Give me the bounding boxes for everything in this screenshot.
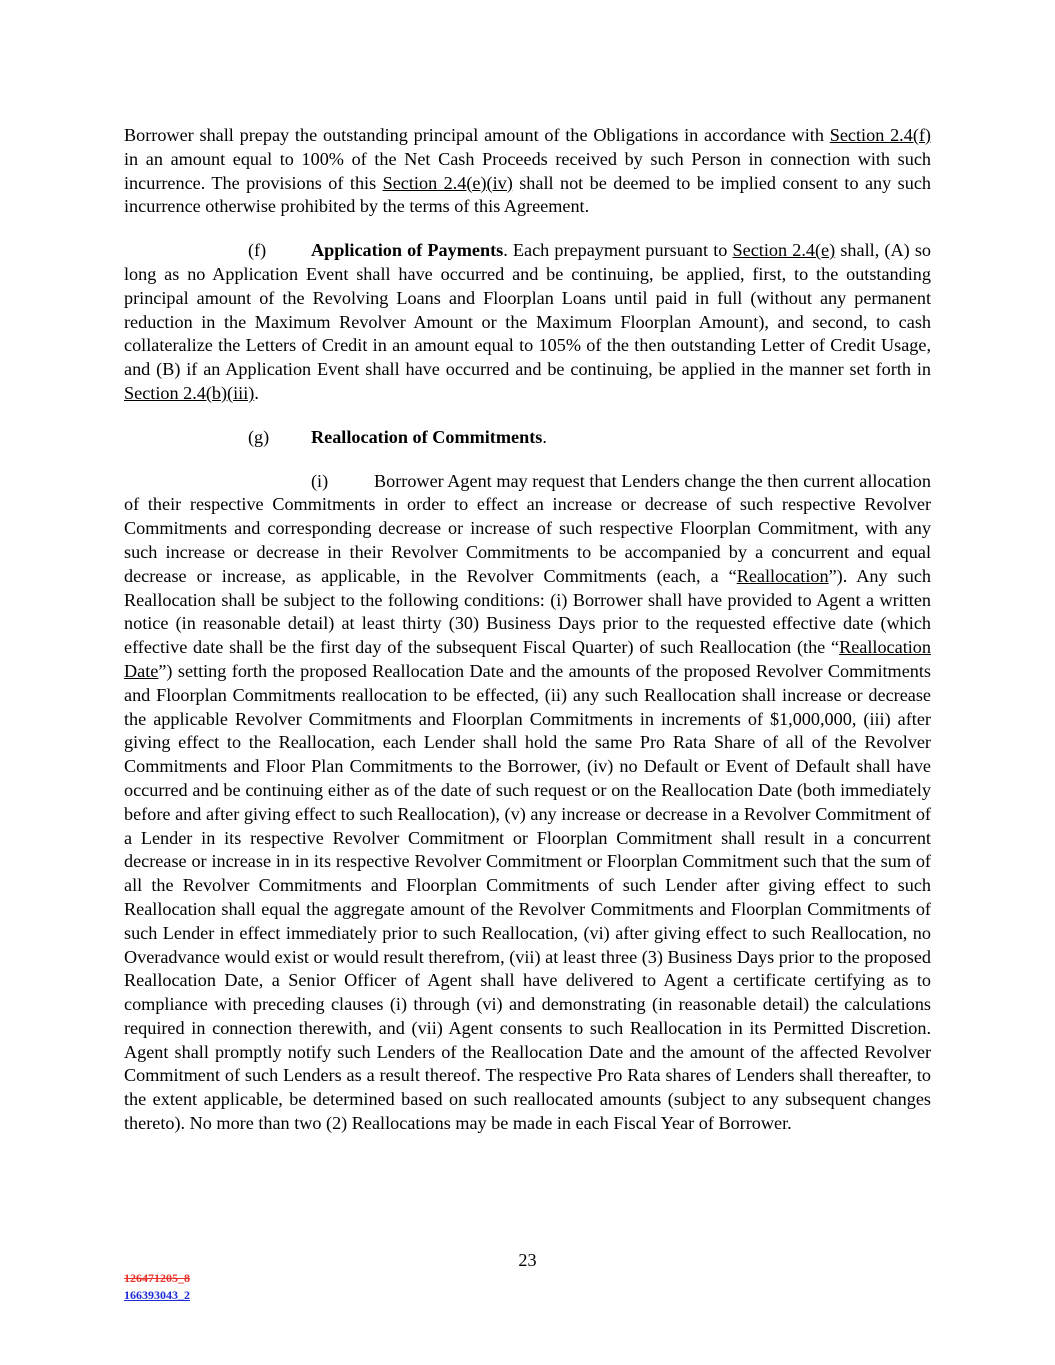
clause-heading: Reallocation of Commitments	[311, 426, 543, 447]
section-reference: Section 2.4(f)	[829, 125, 931, 145]
subclause-number: (i)	[311, 470, 329, 491]
section-reference: Section 2.4(e)	[732, 240, 836, 261]
clause-number: (g)	[248, 426, 270, 447]
paragraph-f: (f) Application of Payments. Each prepayment pursuant to Section 2.4(e) shall, (A) so long as no Application Event shall have occurred and be continuing, be applied, first, to the outstanding principal amount of the Revolving Loans and Floorplan Loans until paid in full (without any permanent reduction in the Maximum Revolver Amount or the Maximum Floorplan Amount), and second, to cash collateralize the Letters of Credit in an amount equal to 105% of the then outstanding Letter of Credit Usage, and (B) if an Application Event shall have occurred and be continuing, be applied in the manner set forth in Section 2.4(b)(iii).	[124, 240, 931, 403]
paragraph-g: (g) Reallocation of Commitments.	[124, 426, 931, 450]
page-number: 23	[518, 1250, 537, 1270]
document-body	[124, 124, 931, 1136]
doc-id-inserted: 166393043_2	[124, 1288, 190, 1302]
paragraph-intro: Borrower shall prepay the outstanding principal amount of the Obligations in accordance with Section 2.4(f) in an amount equal to 100% of the Net Cash Proceeds received by such Person in connection with such incurrence. The provisions of this Section 2.4(e)(iv) shall not be deemed to be implied consent to any such incurrence otherwise prohibited by the terms of this Agreement.	[124, 125, 932, 217]
section-reference: Section 2.4(e)(iv)	[382, 172, 513, 193]
paragraph-g-i: (i) Borrower Agent may request that Lenders change the then current allocation of their respective Commitments in order to effect an increase or decrease of such respective Revolver Commitments and corresponding decrease or increase of such respective Floorplan Commitment, with any such increase or decrease in their Revolver Commitments to be accompanied by a concurrent and equal decrease or increase, as applicable, in the Revolver Commitments (each, a “Reallocation”). Any such Reallocation shall be subject to the following conditions: (i) Borrower shall have provided to Agent a written notice (in reasonable detail) at least thirty (30) Business Days prior to the requested effective date (which effective date shall be the first day of the subsequent Fiscal Quarter) of such Reallocation (the “Reallocation Date”) setting forth the proposed Reallocation Date and the amounts of the proposed Revolver Commitments and Floorplan Commitments reallocation to be effected, (ii) any such Reallocation shall increase or decrease the applicable Revolver Commitments and Floorplan Commitments in increments of $1,000,000, (iii) after giving effect to the Reallocation, each Lender shall hold the same Pro Rata Share of all of the Revolver Commitments and Floor Plan Commitments to the Borrower, (iv) no Default or Event of Default shall have occurred and be continuing either as of the date of such request or on the Reallocation Date (both immediately before and after giving effect to such Reallocation), (v) any increase or decrease in a Revolver Commitment of a Lender in its respective Revolver Commitment or Floorplan Commitment shall result in a concurrent decrease or increase in in its respective Revolver Commitment or Floorplan Commitment such that the sum of all the Revolver Commitments and Floorplan Commitments of such Lender after giving effect to such Reallocation shall equal the aggregate amount of the Revolver Commitments and Floorplan Commitments of such Lender in effect immediately prior to such Reallocation, (vi) after giving effect to such Reallocation, no Overadvance would exist or would result therefrom, (vii) at least three (3) Business Days prior to the proposed Reallocation Date, a Senior Officer of Agent shall have delivered to Agent a certificate certifying as to compliance with preceding clauses (i) through (vi) and demonstrating (in reasonable detail) the calculations required in connection therewith, and (vii) Agent consents to such Reallocation in its Permitted Discretion. Agent shall promptly notify such Lenders of the Reallocation Date and the amount of the affected Revolver Commitment of such Lenders as a result thereof. The respective Pro Rata shares of Lenders shall thereafter, to the extent applicable, be determined based on such reallocated amounts (subject to any subsequent changes thereto). No more than two (2) Reallocations may be made in each Fiscal Year of Borrower.	[124, 470, 931, 1134]
defined-term: Reallocation Date	[124, 637, 931, 681]
doc-id-deleted: 126471205_8	[124, 1271, 190, 1285]
defined-term: Reallocation	[736, 565, 829, 586]
clause-heading: Application of Payments	[311, 240, 504, 261]
clause-number: (f)	[248, 240, 267, 261]
section-reference: Section 2.4(b)(iii)	[124, 382, 255, 403]
